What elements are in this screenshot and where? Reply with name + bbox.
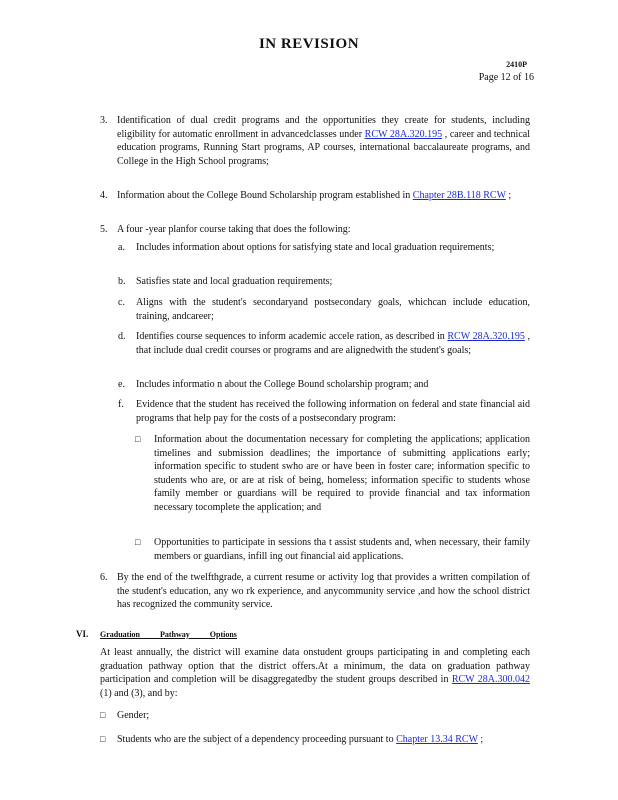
item-5d-text: Identifies course sequences to inform academic accele ration, as described in <box>136 331 448 342</box>
item-3-text-continued: , career and technical education programs, Running Start programs, AP courses, international baccalaureate programs, and College in the High School programs; <box>117 128 530 167</box>
rcw-28a-300-042-link[interactable]: RCW 28A.300.042 <box>451 674 530 685</box>
item-3-number: 3. <box>100 115 108 126</box>
item-5f-letter: f. <box>118 399 124 410</box>
item-5d <box>136 330 530 357</box>
page-title: IN REVISION <box>258 36 360 52</box>
item-5c-text: Aligns with the student's secondaryand postsecondary goals, whichcan include education, training, andcareer; <box>136 297 530 322</box>
section-paragraph-text: At least annually, the district will examine data onstudent groups participating in and completing each graduation pathway option that the district offers.At a minimum, the data on graduation pathway participation and completion will be disaggregatedby the student groups described in <box>100 647 530 685</box>
item-5b-letter: b. <box>118 276 126 287</box>
item-5d-text-continued: , that include dual credit courses or programs and are alignedwith the student's goals; <box>136 331 530 356</box>
rcw-28a-320-195-link[interactable]: RCW 28A.320.195 <box>364 128 443 140</box>
chapter-13-34-link[interactable]: Chapter 13.34 RCW <box>396 734 478 745</box>
item-5e-letter: e. <box>118 379 125 390</box>
checkbox-bullet-icon: □ <box>135 434 141 444</box>
section-number: VI. <box>76 629 89 639</box>
item-5f-text: Evidence that the student has received the following information on federal and state financial aid programs that help pay for the costs of a postsecondary program: <box>136 399 530 424</box>
policy-number: 2410P <box>506 60 527 69</box>
section-paragraph-text-continued: (1) and (3), and by: <box>100 687 178 699</box>
item-5a-text: Includes information about options for satisfying state and local graduation requirements; <box>136 242 495 253</box>
dependency-bullet-text: Students who are the subject of a dependency proceeding pursuant to <box>117 734 397 745</box>
checkbox-bullet-icon: □ <box>100 710 106 720</box>
item-6-number: 6. <box>100 572 108 583</box>
item-4-text-continued: ; <box>505 190 512 201</box>
item-5d-letter: d. <box>118 331 126 342</box>
section-paragraph <box>100 646 530 700</box>
checkbox-bullet-icon: □ <box>135 537 141 547</box>
item-4-text: Information about the College Bound Scholarship program established in <box>117 190 413 201</box>
item-4-number: 4. <box>100 190 108 201</box>
item-3 <box>117 114 530 168</box>
page-number: Page 12 of 16 <box>478 72 534 83</box>
item-3-text: Identification of dual credit programs and the opportunities they create for students, including eligibility for automatic enrollment in advancedclasses under <box>117 115 530 140</box>
section-heading: Graduation Pathway Options <box>100 630 237 639</box>
dependency-bullet <box>117 733 530 747</box>
rcw-28a-320-195-link-2[interactable]: RCW 28A.320.195 <box>447 331 525 342</box>
item-5f-bullet-1: Information about the documentation necessary for completing the applications; application timelines and submission deadlines; the importance of submitting applications early; information specific to student swho are or have been in foster care; information specific to students who are, or are at risk of being, homeless; information specific to students whose family member or guardians will be required to provide financial and tax information necessary tocomplete the application; and <box>154 434 530 513</box>
item-5c-letter: c. <box>118 297 125 308</box>
dependency-bullet-text-continued: ; <box>477 734 484 745</box>
item-4 <box>117 189 530 203</box>
item-5-number: 5. <box>100 224 108 235</box>
chapter-28b-118-link[interactable]: Chapter 28B.118 RCW <box>412 190 506 201</box>
gender-bullet-text: Gender; <box>117 710 150 721</box>
item-5e-text: Includes informatio n about the College Bound scholarship program; and <box>136 379 429 390</box>
item-6-text: By the end of the twelfthgrade, a current resume or activity log that provides a written compilation of the student's education, any wo rk experience, and anycommunity service ,and how the school district has recognized the community service. <box>117 572 530 610</box>
checkbox-bullet-icon: □ <box>100 734 106 744</box>
item-5a-letter: a. <box>118 242 125 253</box>
item-5b-text: Satisfies state and local graduation requirements; <box>136 276 333 287</box>
item-5f-bullet-2: Opportunities to participate in sessions tha t assist students and, when necessary, their family members or guardians, infill ing out financial aid applications. <box>154 537 530 562</box>
item-5-text: A four -year planfor course taking that does the following: <box>117 224 351 235</box>
